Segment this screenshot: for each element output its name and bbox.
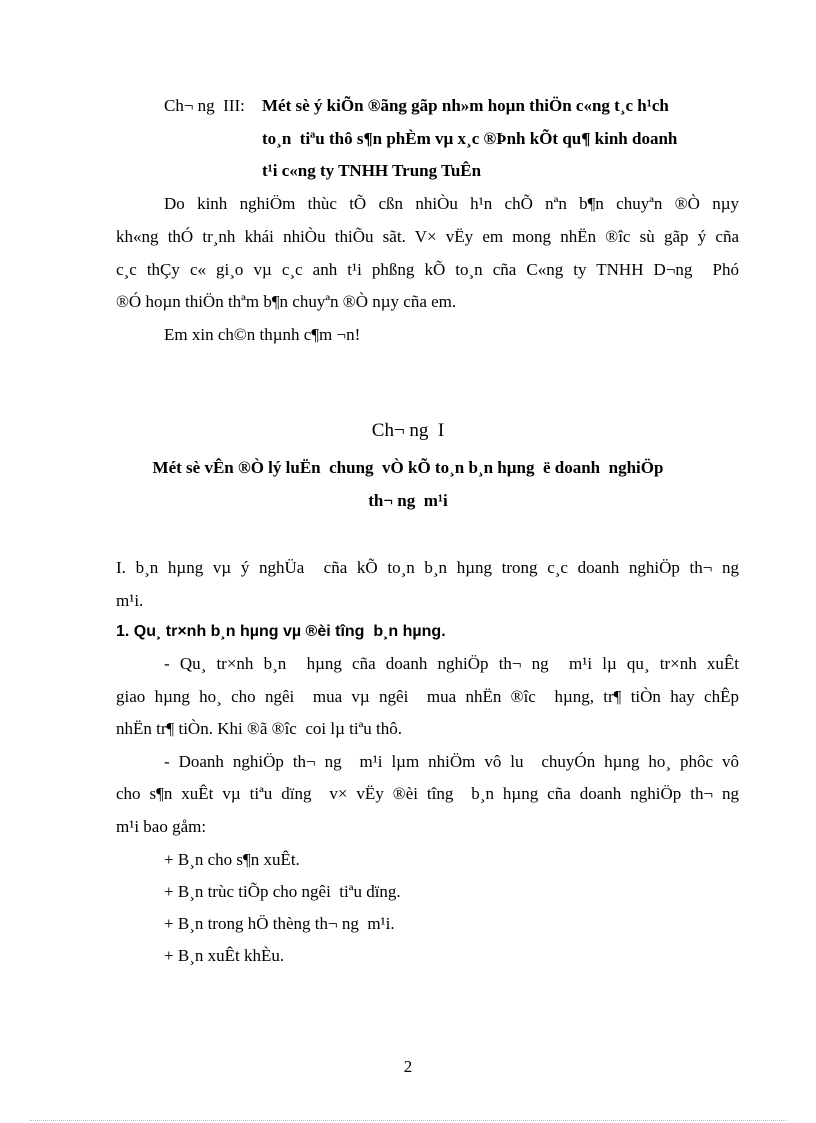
- para1-line-2: giao hµng ho¸ cho ngêi mua vµ ngêi mua nhËn ®îc hµng, tr¶ tiÒn hay chÊp: [116, 687, 739, 706]
- footer-divider: [30, 1120, 786, 1121]
- chapter3-title-line-2: to¸n tiªu thô s¶n phÈm vµ x¸c ®Þnh kÕt qu¶ kinh doanh: [262, 129, 678, 148]
- section-heading-line-1: I. b¸n hµng vµ ý nghÜa cña kÕ to¸n b¸n hµng trong c¸c doanh nghiÖp th¬ ng: [116, 558, 739, 577]
- chapter1-title-line-2: th¬ ng m¹i: [368, 491, 448, 510]
- para2-line-2: cho s¶n xuÊt vµ tiªu dïng v× vËy ®èi tîng b¸n hµng cña doanh nghiÖp th¬ ng: [116, 784, 739, 803]
- list-item: + B¸n xuÊt khÈu.: [164, 946, 285, 965]
- chapter1-label: Ch¬ ng I: [371, 420, 445, 441]
- subheading: 1. Qu¸ tr×nh b¸n hµng vµ ®èi tîng b¸n hµng.: [116, 623, 446, 640]
- list-item: + B¸n cho s¶n xuÊt.: [164, 850, 300, 869]
- para1-line-3: nhËn tr¶ tiÒn. Khi ®ã ®îc coi lµ tiªu thô.: [116, 719, 402, 738]
- paragraph-line-1: Do kinh nghiÖm thùc tÕ cßn nhiÒu h¹n chÕ nªn b¶n chuyªn ®Ò nµy: [164, 194, 739, 213]
- chapter1-title-line-1: Mét sè vÊn ®Ò lý luËn chung vÒ kÕ to¸n b¸n hµng ë doanh nghiÖp: [152, 458, 664, 477]
- chapter3-title-line-3: t¹i c«ng ty TNHH Trung TuÊn: [262, 161, 482, 180]
- para1-line-1: - Qu¸ tr×nh b¸n hµng cña doanh nghiÖp th¬ ng m¹i lµ qu¸ tr×nh xuÊt: [164, 654, 739, 673]
- paragraph-line-3: c¸c thÇy c« gi¸o vµ c¸c anh t¹i phßng kÕ to¸n cña C«ng ty TNHH D¬ng Phó: [116, 260, 739, 279]
- list-item: + B¸n trong hÖ thèng th¬ ng m¹i.: [164, 914, 395, 933]
- chapter3-label: Ch¬ ng III:: [164, 96, 245, 115]
- list-item: + B¸n trùc tiÕp cho ngêi tiªu dïng.: [164, 882, 401, 901]
- page-number: 2: [403, 1057, 413, 1076]
- paragraph-line-2: kh«ng thÓ tr¸nh khái nhiÒu thiÕu sãt. V× vËy em mong nhËn ®îc sù gãp ý cña: [116, 227, 739, 246]
- para2-line-3: m¹i bao gåm:: [116, 817, 207, 836]
- chapter3-title-line-1: Mét sè ý kiÕn ®ãng gãp nh»m hoµn thiÖn c«ng t¸c h¹ch: [262, 96, 669, 115]
- thanks-line: Em xin ch©n thµnh c¶m ¬n!: [164, 325, 361, 344]
- paragraph-line-4: ®Ó hoµn thiÖn thªm b¶n chuyªn ®Ò nµy cña em.: [116, 292, 457, 311]
- para2-line-1: - Doanh nghiÖp th¬ ng m¹i lµm nhiÖm vô lu chuyÓn hµng ho¸ phôc vô: [164, 752, 739, 771]
- section-heading-line-2: m¹i.: [116, 591, 144, 610]
